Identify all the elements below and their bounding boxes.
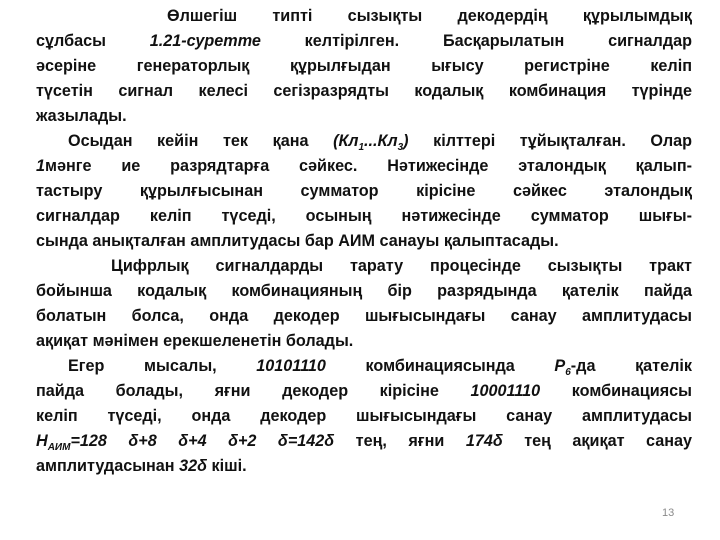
- italic-run: Р: [554, 357, 566, 375]
- subscript-run: АИМ: [47, 442, 71, 453]
- text-line: [68, 356, 692, 383]
- text-line: [36, 106, 692, 126]
- text-run: комбинациясында: [325, 357, 555, 375]
- text-line: [36, 31, 692, 51]
- text-run: түсетін сигнал келесі сегізразрядты кодалық комбинация түрінде: [36, 82, 692, 100]
- italic-run: 1.21-суретте: [149, 32, 261, 50]
- text-run: амплитудасынан: [36, 457, 180, 475]
- text-run: ақиқат мәнімен ерекшеленетін болады.: [36, 332, 354, 350]
- subscript-run: 1: [358, 142, 365, 153]
- text-run: сында анықталған амплитудасы бар АИМ санауы қалыптасады.: [36, 232, 559, 250]
- text-run: болатын болса, онда декодер шығысындағы санау амплитудасы: [36, 307, 692, 325]
- text-run: -да қателік: [570, 357, 692, 375]
- text-run: кіші.: [206, 457, 247, 475]
- text-run: кілттері тұйықталған. Олар: [408, 132, 692, 150]
- italic-run: 1: [36, 157, 46, 175]
- text-line: [36, 206, 692, 226]
- text-run: пайда болады, яғни декодер кірісіне: [36, 382, 471, 400]
- text-line: [36, 181, 692, 201]
- italic-run: 174δ: [465, 432, 503, 450]
- italic-run: 32δ: [179, 457, 207, 475]
- text-line: [36, 331, 692, 351]
- text-run: комбинациясы: [540, 382, 692, 400]
- text-line: [36, 456, 692, 476]
- italic-run: (Кл: [333, 132, 359, 150]
- italic-run: 10001110: [470, 382, 541, 400]
- text-line: [36, 156, 692, 176]
- text-run: Осыдан кейін тек қана: [68, 132, 334, 150]
- text-run: әсеріне генераторлық құрылғыдан ығысу регистріне келіп: [36, 57, 692, 75]
- italic-run: 10101110: [256, 357, 326, 375]
- text-line: [36, 56, 692, 76]
- text-run: жазылады.: [36, 107, 127, 125]
- text-line: [36, 281, 692, 301]
- text-line: [68, 131, 692, 158]
- text-run: сигналдар келіп түседі, осының нәтижесінде сумматор шығы-: [36, 207, 692, 225]
- text-run: Цифрлық сигналдарды тарату процесінде сызықты тракт: [111, 257, 692, 275]
- text-run: мәнге ие разрядтарға сәйкес. Нәтижесінде эталондық қалып-: [45, 157, 692, 175]
- text-line: [36, 81, 692, 101]
- text-run: Егер мысалы,: [68, 357, 257, 375]
- text-run: сұлбасы: [36, 32, 150, 50]
- text-run: Өлшегіш типті сызықты декодердің құрылымдық: [167, 7, 692, 25]
- text-line: [36, 431, 692, 458]
- text-line: [111, 256, 692, 276]
- text-run: келіп түседі, онда декодер шығысындағы санау амплитудасы: [36, 407, 692, 425]
- text-line: [167, 6, 692, 26]
- subscript-run: 6: [565, 367, 571, 378]
- text-run: тастыру құрылғысынан сумматор кірісіне сәйкес эталондық: [36, 182, 692, 200]
- italic-run: ...Кл: [364, 132, 398, 150]
- text-run: тең ақиқат санау: [502, 432, 692, 450]
- text-line: [36, 231, 692, 251]
- text-run: тең, яғни: [334, 432, 466, 450]
- subscript-run: 3: [397, 142, 404, 153]
- italic-run: ): [403, 132, 409, 150]
- italic-run: Н: [36, 432, 48, 450]
- italic-run: =128 δ+8 δ+4 δ+2 δ=142δ: [70, 432, 335, 450]
- text-run: бойынша кодалық комбинацияның бір разрядында қателік пайда: [36, 282, 692, 300]
- slide-page: [30, 0, 698, 540]
- text-line: [36, 381, 692, 401]
- text-line: [36, 306, 692, 326]
- page-number: 13: [662, 507, 675, 519]
- text-run: келтірілген. Басқарылатын сигналдар: [260, 32, 692, 50]
- text-line: [36, 406, 692, 426]
